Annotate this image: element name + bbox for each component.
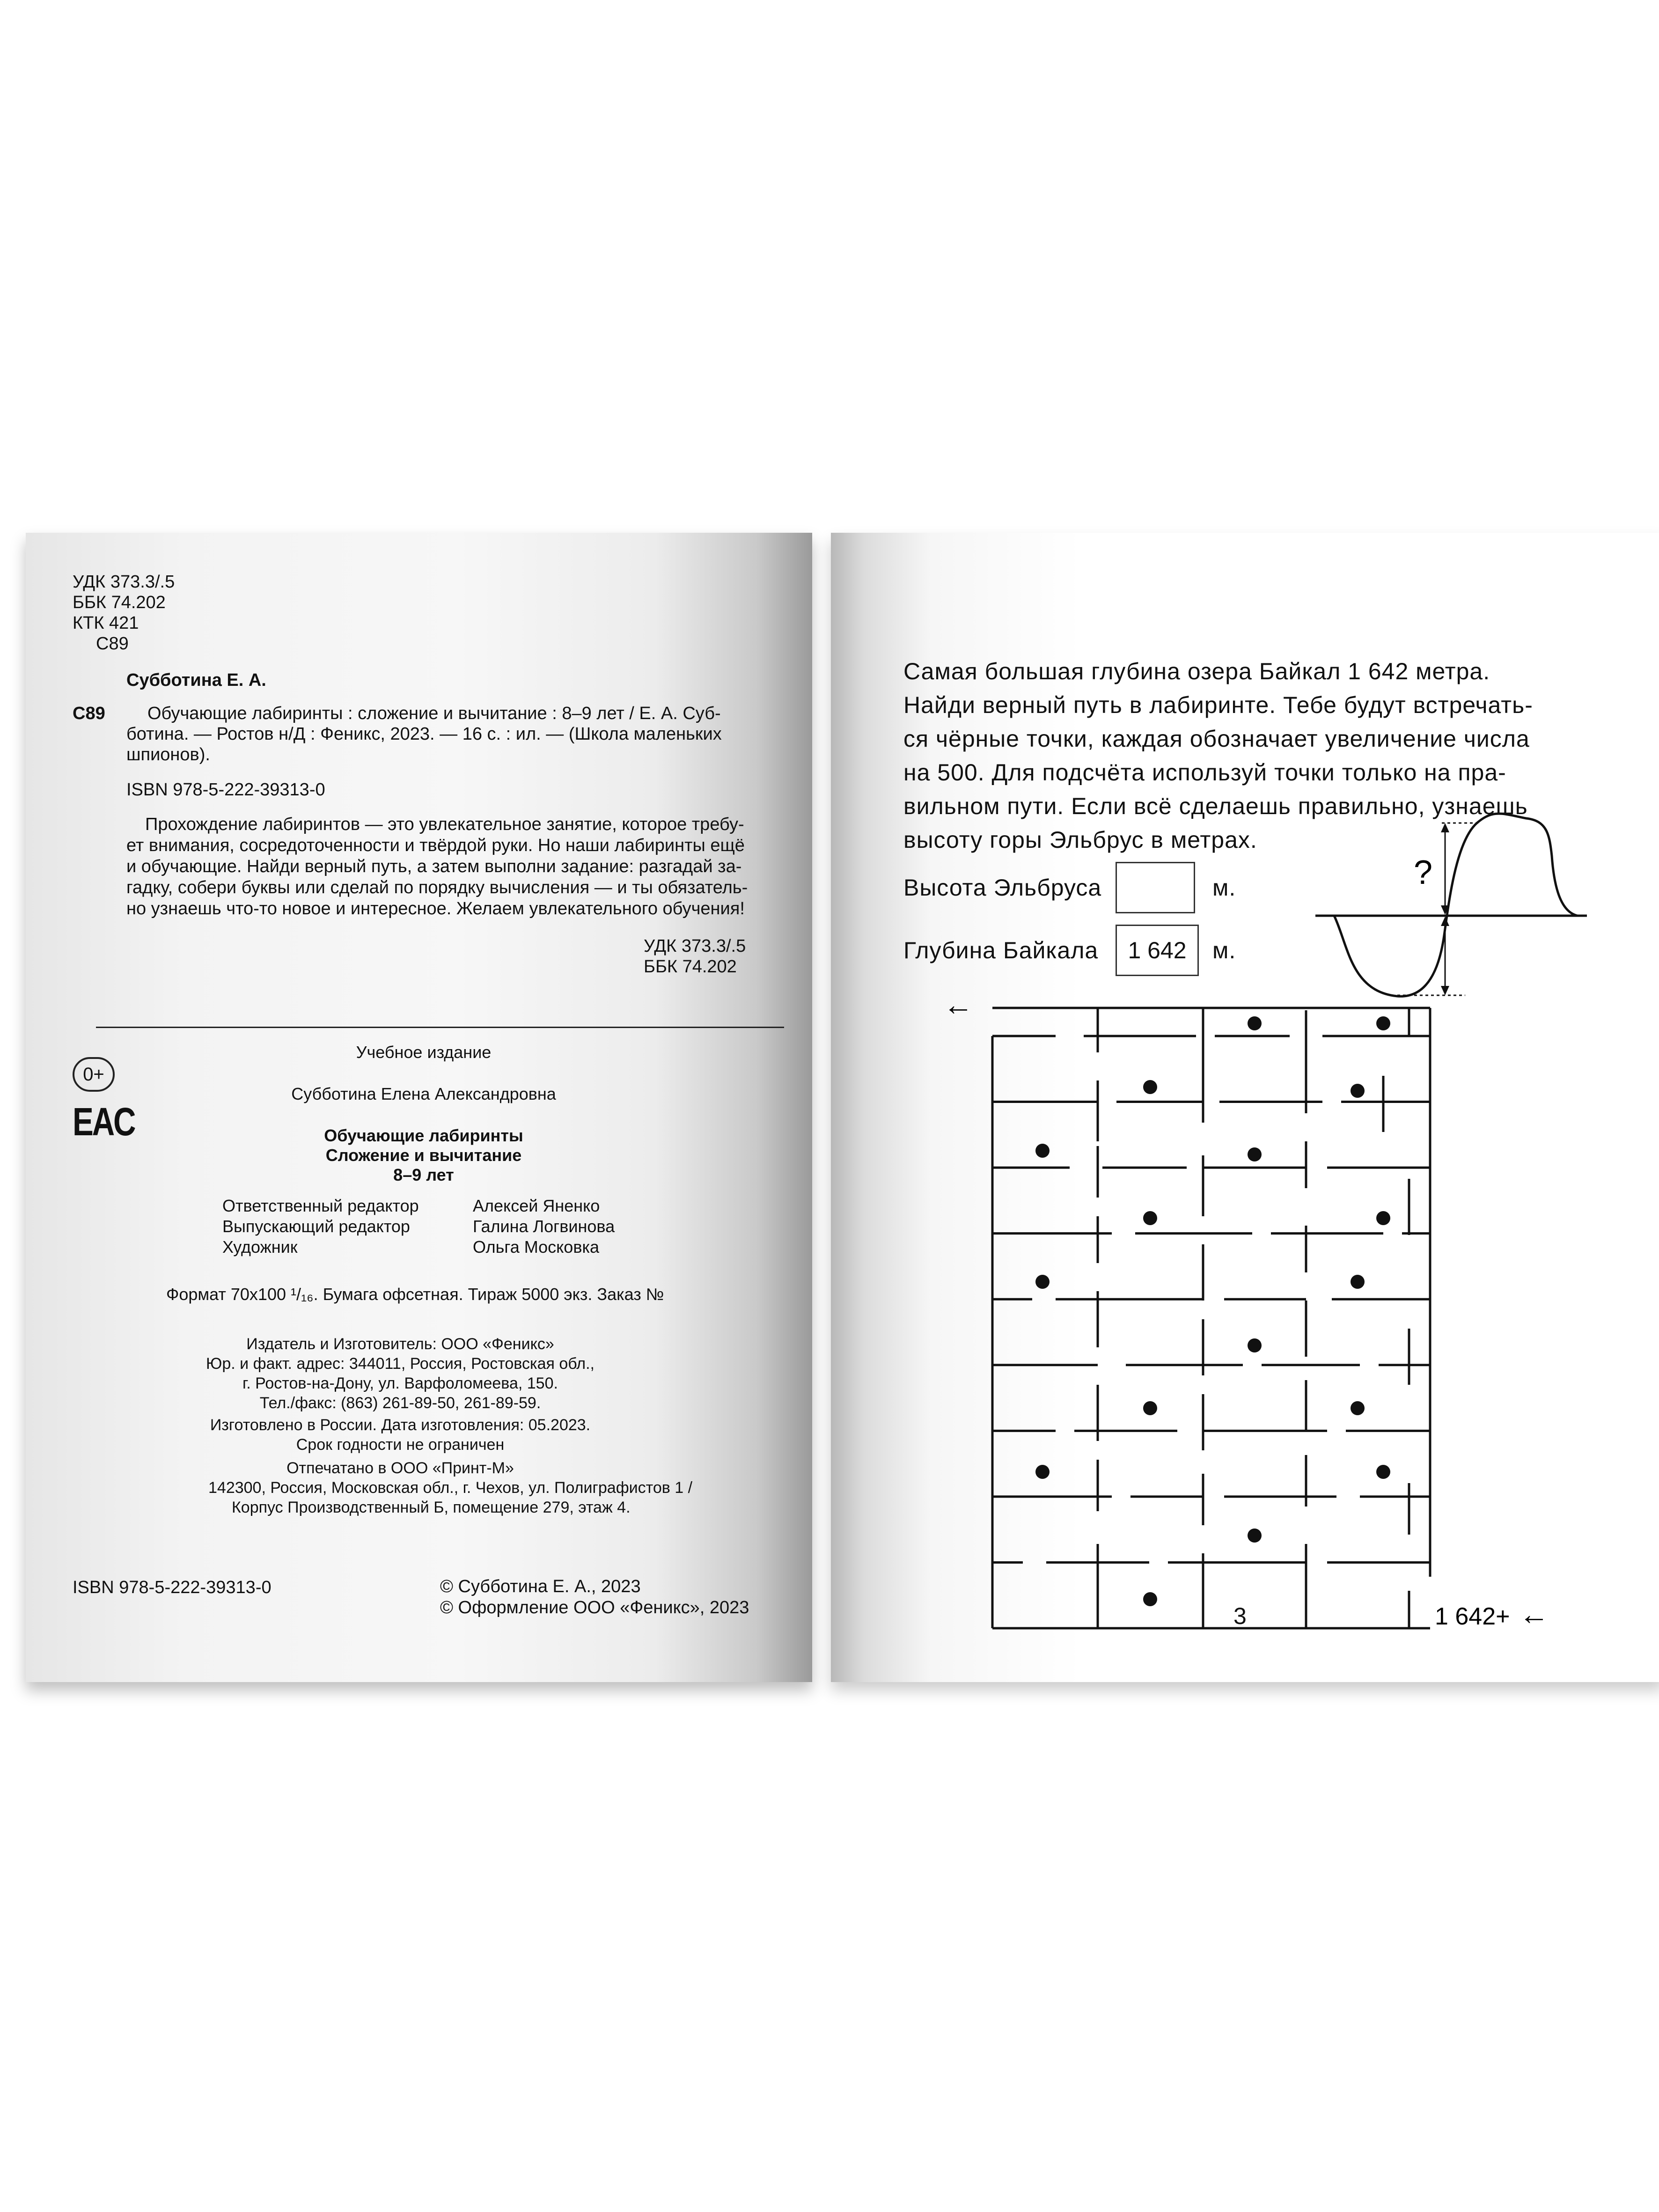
isbn-top: ISBN 978-5-222-39313-0 bbox=[126, 780, 325, 800]
maze-dot-5 bbox=[1248, 1147, 1262, 1161]
biblio-line-1: Обучающие лабиринты : сложение и вычитание : 8–9 лет / Е. А. Суб- bbox=[147, 704, 721, 723]
publisher-line-2: Юр. и факт. адрес: 344011, Россия, Ростовская обл., bbox=[206, 1355, 595, 1373]
age-rating-badge: 0+ bbox=[73, 1057, 115, 1092]
maze-dot-1 bbox=[1376, 1016, 1390, 1030]
annotation-line-2: ет внимания, сосредоточенности и твёрдой руки. Но наши лабиринты ещё bbox=[126, 836, 745, 855]
height-arrow-top bbox=[1441, 823, 1449, 832]
publisher-line-5: Изготовлено в России. Дата изготовления: 05.2023. bbox=[210, 1416, 591, 1434]
task-line-6: высоту горы Эльбрус в метрах. bbox=[903, 827, 1257, 853]
annotation-line-3: и обучающие. Найди верный путь, а затем выполни задание: разгадай за- bbox=[126, 857, 742, 876]
eac-mark: EAC bbox=[73, 1100, 135, 1144]
credit-name-2: Галина Логвинова bbox=[473, 1217, 615, 1236]
maze-walls bbox=[992, 1008, 1430, 1628]
depth-arrow-top bbox=[1441, 917, 1449, 926]
task-line-3: ся чёрные точки, каждая обозначает увеличение числа bbox=[903, 726, 1530, 752]
publisher-line-7: Отпечатано в ООО «Принт-М» bbox=[286, 1459, 514, 1477]
copyright-author: © Субботина Е. А., 2023 bbox=[440, 1577, 641, 1596]
copyright-design: © Оформление ООО «Феникс», 2023 bbox=[440, 1598, 749, 1617]
publisher-line-1: Издатель и Изготовитель: ООО «Феникс» bbox=[246, 1335, 554, 1353]
book-title-line-3: 8–9 лет bbox=[393, 1165, 454, 1184]
credit-role-1: Ответственный редактор bbox=[222, 1196, 419, 1215]
maze-dot-7 bbox=[1376, 1211, 1390, 1225]
edition-type: Учебное издание bbox=[356, 1043, 492, 1062]
maze-dot-10 bbox=[1248, 1338, 1262, 1352]
udk-code-right: УДК 373.3/.5 bbox=[644, 936, 746, 956]
isbn-bottom: ISBN 978-5-222-39313-0 bbox=[73, 1578, 272, 1597]
maze-dot-8 bbox=[1035, 1275, 1050, 1289]
format-line: Формат 70x100 ¹/₁₆. Бумага офсетная. Тираж 5000 экз. Заказ № bbox=[166, 1285, 664, 1304]
question-mark: ? bbox=[1414, 854, 1433, 891]
maze-dot-16 bbox=[1143, 1592, 1157, 1606]
publisher-line-8: 142300, Россия, Московская обл., г. Чехов, ул. Полиграфистов 1 / bbox=[208, 1479, 693, 1497]
elbrus-unit: м. bbox=[1212, 875, 1236, 901]
biblio-line-3: шпионов). bbox=[126, 745, 210, 764]
publisher-line-9: Корпус Производственный Б, помещение 279, этаж 4. bbox=[232, 1499, 631, 1516]
entry-label: 1 642+ bbox=[1435, 1603, 1510, 1630]
maze[interactable] bbox=[915, 935, 1571, 1656]
maze-dot-2 bbox=[1143, 1080, 1157, 1094]
elbrus-answer-box[interactable] bbox=[1116, 862, 1195, 913]
author-header: Субботина Е. А. bbox=[126, 670, 266, 690]
author-full-name: Субботина Елена Александровна bbox=[291, 1084, 556, 1103]
maze-dot-0 bbox=[1248, 1016, 1262, 1030]
baikal-label: Глубина Байкала bbox=[903, 937, 1099, 963]
task-line-1: Самая большая глубина озера Байкал 1 642 метра. bbox=[903, 658, 1490, 684]
maze-dot-14 bbox=[1376, 1465, 1390, 1479]
biblio-line-2: ботина. — Ростов н/Д : Феникс, 2023. — 16 с. : ил. — (Школа маленьких bbox=[126, 724, 722, 744]
udk-code: УДК 373.3/.5 bbox=[73, 572, 175, 592]
annotation-line-5: но узнаешь что-то новое и интересное. Желаем увлекательного обучения! bbox=[126, 899, 745, 919]
publisher-line-6: Срок годности не ограничен bbox=[296, 1436, 505, 1454]
maze-dot-6 bbox=[1143, 1211, 1157, 1225]
publisher-line-3: г. Ростов-на-Дону, ул. Варфоломеева, 150. bbox=[242, 1374, 558, 1392]
code-marker: С89 bbox=[73, 704, 105, 723]
task-line-4: на 500. Для подсчёта используй точки только на пра- bbox=[903, 759, 1506, 786]
maze-dot-15 bbox=[1248, 1529, 1262, 1543]
credit-name-1: Алексей Яненко bbox=[473, 1196, 600, 1215]
entry-arrow: ← bbox=[1519, 1597, 1549, 1631]
author-sign-code: С89 bbox=[96, 634, 129, 654]
credit-role-3: Художник bbox=[222, 1237, 298, 1257]
credit-role-2: Выпускающий редактор bbox=[222, 1217, 410, 1236]
annotation-line-4: гадку, собери буквы или сделай по порядку вычисления — и ты обязатель- bbox=[126, 878, 748, 897]
maze-dot-13 bbox=[1035, 1465, 1050, 1479]
right-page-task bbox=[831, 533, 1659, 1682]
maze-dot-3 bbox=[1351, 1084, 1365, 1098]
left-page-imprint bbox=[26, 533, 812, 1682]
credit-name-3: Ольга Московка bbox=[473, 1237, 599, 1257]
separator-line bbox=[96, 1027, 784, 1028]
task-line-2: Найди верный путь в лабиринте. Тебе будут встречать- bbox=[903, 692, 1533, 718]
task-line-5: вильном пути. Если всё сделаешь правильно, узнаешь bbox=[903, 793, 1528, 819]
exit-arrow: ← bbox=[943, 988, 973, 1021]
baikal-depth-box: 1 642 bbox=[1116, 925, 1199, 976]
annotation-line-1: Прохождение лабиринтов — это увлекательное занятие, которое требу- bbox=[145, 815, 744, 834]
ktk-code: КТК 421 bbox=[73, 613, 139, 633]
page-number: 3 bbox=[1233, 1603, 1247, 1629]
bbk-code-right: ББК 74.202 bbox=[644, 957, 737, 977]
maze-dots bbox=[1035, 1016, 1390, 1606]
book-title-line-2: Сложение и вычитание bbox=[325, 1146, 522, 1165]
maze-dot-11 bbox=[1143, 1401, 1157, 1415]
bbk-code: ББК 74.202 bbox=[73, 593, 166, 612]
elbrus-label: Высота Эльбруса bbox=[903, 875, 1102, 901]
maze-dot-12 bbox=[1351, 1401, 1365, 1415]
baikal-unit: м. bbox=[1212, 937, 1236, 963]
book-title-line-1: Обучающие лабиринты bbox=[324, 1126, 523, 1145]
publisher-line-4: Тел./факс: (863) 261-89-50, 261-89-59. bbox=[259, 1394, 541, 1412]
maze-dot-4 bbox=[1035, 1144, 1050, 1158]
maze-dot-9 bbox=[1351, 1275, 1365, 1289]
